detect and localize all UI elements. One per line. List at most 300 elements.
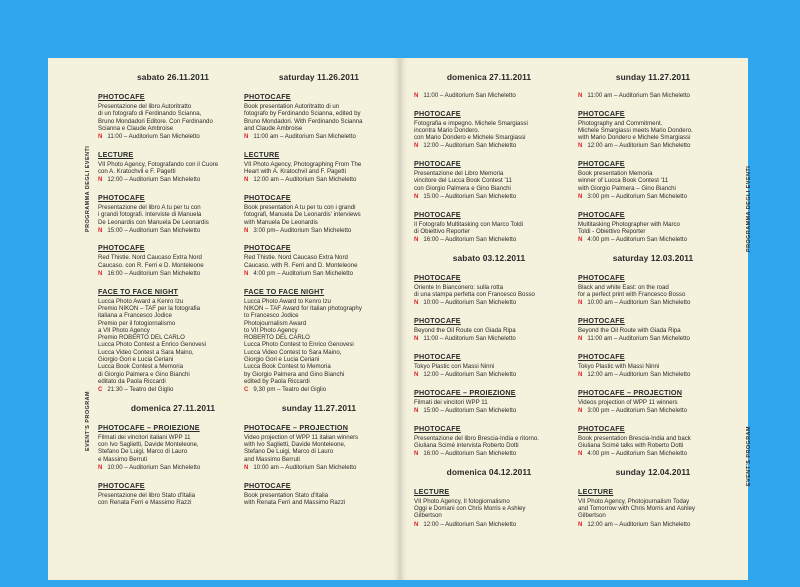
event-time xyxy=(98,227,248,235)
event-category: PHOTOCAFE xyxy=(98,480,145,490)
description-line: Book presentation Brescia-India and back xyxy=(578,434,691,442)
description-line: Stefano De Luigi, Marco di Lauro xyxy=(98,448,188,456)
description-line: Il Fotografo Multitasking con Marco Toldi xyxy=(414,220,523,228)
date-heading: saturday 12.03.2011 xyxy=(612,252,694,263)
event-entry xyxy=(414,109,564,150)
venue-code: N xyxy=(244,270,249,278)
side-label-program-en: EVENT'S PROGRAM xyxy=(746,426,752,486)
event-time xyxy=(578,450,728,458)
time-venue: 12:00 am – Auditorium San Micheletto xyxy=(587,520,691,528)
description-line: di Giorgio Palmera e Gino Bianchi xyxy=(98,370,190,378)
event-entry xyxy=(414,424,564,458)
venue-code: N xyxy=(578,520,583,528)
event-time xyxy=(578,193,728,201)
event-category: PHOTOCAFE xyxy=(578,159,625,169)
event-time xyxy=(578,335,728,343)
left-page xyxy=(48,58,400,580)
event-entry xyxy=(578,487,728,528)
event-time xyxy=(244,270,394,278)
event-category: PHOTOCAFE xyxy=(414,351,461,361)
time-venue: 21:30 – Teatro del Giglio xyxy=(107,386,174,394)
event-entry xyxy=(244,287,394,394)
time-venue: 11:00 – Auditorium San Micheletto xyxy=(107,133,200,141)
description-line: Premio NIKON – TAF per la fotografia xyxy=(98,304,201,312)
event-category: PHOTOCAFE – PROIEZIONE xyxy=(98,422,200,432)
description-line: Giorgio Gori e Lucia Ceriani xyxy=(98,356,174,364)
date-block xyxy=(578,253,728,458)
event-description xyxy=(244,434,394,463)
time-venue: 11:00 am – Auditorium San Micheletto xyxy=(587,335,690,343)
time-venue: 12:00 am – Auditorium San Micheletto xyxy=(587,142,691,150)
event-category: PHOTOCAFE xyxy=(244,192,291,202)
time-venue: 4:00 pm – Auditorium San Micheletto xyxy=(587,236,687,244)
description-line: Presentazione del Libro Memoria xyxy=(414,170,504,178)
description-line: VII Photo Agency, Fotografando con il Cuore xyxy=(98,160,219,168)
program-column-italian xyxy=(414,72,564,537)
date-heading: domenica 04.12.2011 xyxy=(446,466,532,477)
date-block xyxy=(578,467,728,528)
description-line: Filmati dei vincitori italiani WPP 11 xyxy=(98,433,191,441)
event-time xyxy=(244,176,394,184)
venue-code: N xyxy=(414,192,419,200)
description-line: Presentazione del libro Autoritratto xyxy=(98,103,192,110)
event-description xyxy=(414,120,564,142)
description-line: with Giorgio Palmera – Gino Bianchi xyxy=(578,184,676,192)
event-entry xyxy=(578,92,728,100)
venue-code: N xyxy=(578,299,583,307)
event-category: PHOTOCAFE xyxy=(414,272,461,282)
event-time xyxy=(414,521,564,529)
event-description xyxy=(414,170,564,192)
event-category: PHOTOCAFE xyxy=(98,243,145,253)
description-line: con Mario Dondero e Michele Smargiassi xyxy=(414,134,526,142)
venue-code: N xyxy=(98,176,103,184)
event-entry xyxy=(98,481,248,507)
description-line: Premio ROBERTO DEL CARLO xyxy=(98,334,185,342)
event-description xyxy=(244,161,394,176)
time-venue: 12:00 – Auditorium San Micheletto xyxy=(423,142,517,150)
date-heading: domenica 27.11.2011 xyxy=(130,402,216,413)
event-time xyxy=(414,371,564,379)
event-time xyxy=(578,371,728,379)
description-line: Presentazione del libro Brescia-India e ritorno. xyxy=(414,434,539,442)
description-line: Beyond the Oil Route con Giada Ripa xyxy=(414,326,516,334)
description-line: to VII Photo Agency xyxy=(244,326,298,334)
event-description xyxy=(98,161,248,176)
event-description xyxy=(414,327,564,334)
event-time xyxy=(578,142,728,150)
event-entry xyxy=(578,424,728,458)
description-line: Oriente In Bianconero: sulla rotta xyxy=(414,283,504,291)
event-time xyxy=(578,407,728,415)
description-line: di un fotografo di Ferdinando Scianna, xyxy=(98,110,202,118)
right-page xyxy=(400,58,748,580)
description-line: Red Thistle. Nord Caucaso Extra Nord xyxy=(98,254,202,262)
description-line: for a perfect print with Francesco Bosso xyxy=(578,291,686,299)
time-venue: 10:00 am – Auditorium San Micheletto xyxy=(253,463,357,471)
event-time xyxy=(414,299,564,307)
venue-code: N xyxy=(414,92,419,99)
event-entry xyxy=(578,388,728,415)
time-venue: 15:00 – Auditorium San Micheletto xyxy=(423,192,517,200)
event-description xyxy=(244,298,394,386)
description-line: Bruno Mondadori. With Ferdinando Scianna xyxy=(244,117,363,125)
description-line: Black and white East: on the road xyxy=(578,283,669,291)
venue-code: N xyxy=(578,142,583,150)
event-category: PHOTOCAFE – PROIEZIONE xyxy=(414,387,516,397)
description-line: Book presentation A tu per tu con i grandi xyxy=(244,203,356,211)
event-category: PHOTOCAFE xyxy=(578,209,625,219)
event-description xyxy=(414,399,564,406)
event-description xyxy=(98,103,248,132)
event-entry xyxy=(578,273,728,307)
date-block xyxy=(414,467,564,528)
event-entry xyxy=(98,150,248,184)
event-category: PHOTOCAFE xyxy=(578,272,625,282)
time-venue: 10:00 – Auditorium San Micheletto xyxy=(423,299,517,307)
event-time xyxy=(414,335,564,343)
description-line: and Tomorrow with Chris Morris and Ashley xyxy=(578,505,696,513)
event-description xyxy=(414,435,564,450)
venue-code: N xyxy=(578,407,583,415)
event-description xyxy=(98,434,248,463)
event-entry xyxy=(244,193,394,234)
event-description xyxy=(414,221,564,236)
description-line: Heart with A. Kratochvil and F. Pagetti xyxy=(244,168,346,176)
event-category: PHOTOCAFE xyxy=(414,159,461,169)
description-line: Giuliana Scimé talks with Roberto Dotti xyxy=(578,441,684,449)
venue-code: N xyxy=(414,407,419,415)
event-category: FACE TO FACE NIGHT xyxy=(98,286,179,296)
event-category: PHOTOCAFE xyxy=(244,480,291,490)
event-category: PHOTOCAFE – PROJECTION xyxy=(244,422,349,432)
event-entry xyxy=(98,243,248,277)
description-line: fotografi, Manuela De Leonardis' interviews xyxy=(244,211,361,219)
description-line: Beyond the Oil Route with Giada Ripa xyxy=(578,326,681,334)
description-line: Photography and Commitment. xyxy=(578,119,663,127)
venue-code: N xyxy=(578,92,583,99)
description-line: VII Photo Agency, Photographing From The xyxy=(244,160,362,168)
event-entry xyxy=(578,159,728,200)
event-category: PHOTOCAFE xyxy=(414,108,461,118)
event-category: LECTURE xyxy=(578,486,614,496)
description-line: edited by Paola Riccardi xyxy=(244,377,310,385)
event-description xyxy=(414,363,564,370)
event-category: PHOTOCAFE – PROJECTION xyxy=(578,387,683,397)
description-line: Book presentation Memoria xyxy=(578,170,653,178)
event-entry xyxy=(244,150,394,184)
event-category: PHOTOCAFE xyxy=(98,192,145,202)
event-category: PHOTOCAFE xyxy=(244,243,291,253)
description-line: Video projection of WPP 11 italian winners xyxy=(244,433,359,441)
time-venue: 15:00 – Auditorium San Micheletto xyxy=(107,226,201,234)
event-entry xyxy=(414,92,564,100)
description-line: Filmati dei vincitori WPP 11 xyxy=(414,398,488,406)
side-label-program-en: EVENT'S PROGRAM xyxy=(85,391,91,451)
event-time xyxy=(244,133,394,141)
time-venue: 3:00 pm – Auditorium San Micheletto xyxy=(587,407,687,415)
event-time xyxy=(98,270,248,278)
event-time xyxy=(578,236,728,244)
event-description xyxy=(244,204,394,226)
description-line: Stefano De Luigi, Marco di Lauro xyxy=(244,448,334,456)
program-column-english xyxy=(578,72,728,537)
time-venue: 12:00 am – Auditorium San Micheletto xyxy=(587,371,691,379)
description-line: with Mario Dondero e Michele Smargiassi xyxy=(578,134,691,142)
description-line: Toldi - Obiettivo Reporter xyxy=(578,227,646,235)
venue-code: N xyxy=(414,142,419,150)
venue-code: N xyxy=(414,335,419,343)
time-venue: 4:00 pm – Auditorium San Micheletto xyxy=(253,270,353,278)
event-description xyxy=(578,498,728,520)
event-category: LECTURE xyxy=(98,149,134,159)
event-entry xyxy=(414,316,564,343)
description-line: di una stampa perfetta con Francesco Bosso xyxy=(414,291,535,299)
description-line: Fotografia e impegno. Michele Smargiassi xyxy=(414,119,528,127)
venue-code: C xyxy=(98,386,103,394)
date-block xyxy=(244,403,394,506)
description-line: Caucaso. con R. Ferri e D. Monteleone xyxy=(98,261,204,269)
event-category: PHOTOCAFE xyxy=(578,423,625,433)
event-category: PHOTOCAFE xyxy=(578,315,625,325)
description-line: fotografo by Ferdinando Scianna, edited by xyxy=(244,110,361,118)
venue-code: N xyxy=(414,520,419,528)
event-category: PHOTOCAFE xyxy=(414,209,461,219)
time-venue: 12:00 – Auditorium San Micheletto xyxy=(423,520,517,528)
time-venue: 11:00 am – Auditorium San Micheletto xyxy=(587,92,690,99)
booklet-spread xyxy=(48,58,752,580)
time-venue: 11:00 – Auditorium San Micheletto xyxy=(423,335,516,343)
venue-code: N xyxy=(578,371,583,379)
description-line: editato da Paola Riccardi xyxy=(98,377,166,385)
event-entry xyxy=(578,109,728,150)
venue-code: N xyxy=(578,335,583,343)
event-category: LECTURE xyxy=(414,486,450,496)
venue-code: N xyxy=(98,270,103,278)
description-line: VII Photo Agency, Photojournalism Today xyxy=(578,497,690,505)
event-time xyxy=(414,407,564,415)
description-line: Photojournalism Award xyxy=(244,319,307,327)
event-entry xyxy=(414,487,564,528)
description-line: Oggi e Domani con Chris Morris e Ashley xyxy=(414,505,526,513)
time-venue: 16:00 – Auditorium San Micheletto xyxy=(423,236,517,244)
event-time xyxy=(414,450,564,458)
event-description xyxy=(578,435,728,450)
description-line: Book presentation Stato d'Italia xyxy=(244,491,329,499)
description-line: i grandi fotografi. Interviste di Manuela xyxy=(98,211,202,219)
event-description xyxy=(578,399,728,406)
event-time xyxy=(244,386,394,394)
date-heading: sunday 11.27.2011 xyxy=(281,402,357,413)
side-label-program-it: PROGRAMMA DEGLI EVENTI xyxy=(85,145,91,232)
description-line: Giuliana Scimé intervista Roberto Dotti xyxy=(414,441,519,449)
event-time xyxy=(414,142,564,150)
description-line: Lucca Photo Award a Kenro Izu xyxy=(98,297,184,305)
venue-code: N xyxy=(244,133,249,141)
venue-code: N xyxy=(578,192,583,200)
event-time xyxy=(414,193,564,201)
date-block xyxy=(414,72,564,244)
event-time xyxy=(244,464,394,472)
description-line: to Francesco Jodice xyxy=(244,312,299,320)
date-heading: saturday 11.26.2011 xyxy=(278,72,360,82)
event-description xyxy=(98,492,248,507)
description-line: Multitasking Photographer with Marco xyxy=(578,220,680,228)
venue-code: N xyxy=(414,371,419,379)
time-venue: 10:00 – Auditorium San Micheletto xyxy=(107,463,201,471)
description-line: De Leonardis con Manuela De Leonardis xyxy=(98,218,209,226)
description-line: Lucca Photo Award to Kenro Izu xyxy=(244,297,331,305)
venue-code: N xyxy=(578,450,583,458)
venue-code: N xyxy=(98,133,103,141)
event-category: PHOTOCAFE xyxy=(578,108,625,118)
venue-code: N xyxy=(244,463,249,471)
description-line: VII Photo Agency, Il fotogiornalismo xyxy=(414,497,510,505)
event-category: PHOTOCAFE xyxy=(414,423,461,433)
event-entry xyxy=(414,352,564,379)
date-block xyxy=(578,72,728,244)
event-entry xyxy=(578,210,728,244)
description-line: di Obiettivo Reporter xyxy=(414,227,470,235)
date-block xyxy=(98,403,248,506)
event-description xyxy=(578,327,728,334)
description-line: con Giorgio Palmera e Gino Bianchi xyxy=(414,184,511,192)
program-column-english xyxy=(244,72,394,515)
event-entry xyxy=(414,210,564,244)
time-venue: 10:00 am – Auditorium San Micheletto xyxy=(587,299,691,307)
event-entry xyxy=(98,423,248,472)
event-description xyxy=(578,170,728,192)
description-line: winner of Lucca Book Contest '11 xyxy=(578,177,669,185)
event-category: FACE TO FACE NIGHT xyxy=(244,286,325,296)
time-venue: 12:00 – Auditorium San Micheletto xyxy=(107,176,201,184)
venue-code: N xyxy=(414,450,419,458)
description-line: Red Thistle. Nord Caucaso Extra Nord xyxy=(244,254,348,262)
date-heading: sabato 26.11.2011 xyxy=(136,72,209,82)
description-line: Presentazione del libro Stato d'Italia xyxy=(98,491,196,499)
event-time xyxy=(578,299,728,307)
description-line: and Claude Ambroise xyxy=(244,124,303,132)
event-category: PHOTOCAFE xyxy=(414,315,461,325)
description-line: Lucca Book Contest a Memoria xyxy=(98,363,184,371)
event-time xyxy=(98,133,248,141)
time-venue: 12:00 – Auditorium San Micheletto xyxy=(423,371,517,379)
event-entry xyxy=(414,159,564,200)
description-line: Gilbertson xyxy=(414,512,442,520)
event-category: PHOTOCAFE xyxy=(578,351,625,361)
time-venue: 16:00 – Auditorium San Micheletto xyxy=(423,450,517,458)
event-entry xyxy=(98,287,248,394)
description-line: Premio per il fotogiornalismo xyxy=(98,319,176,327)
description-line: Lucca Video Contest a Sara Maino, xyxy=(98,348,194,356)
venue-code: C xyxy=(244,386,249,394)
venue-code: N xyxy=(244,176,249,184)
description-line: Michele Smargiassi meets Mario Dondero. xyxy=(578,126,693,134)
venue-code: N xyxy=(98,226,103,234)
event-description xyxy=(578,363,728,370)
venue-code: N xyxy=(578,236,583,244)
event-description xyxy=(98,298,248,386)
description-line: Giorgio Gori e Lucia Ceriani xyxy=(244,356,320,364)
program-column-italian xyxy=(98,72,248,515)
description-line: Book presentation Autoritratto di un xyxy=(244,103,340,110)
description-line: Gilbertson xyxy=(578,512,606,520)
description-line: vincitore del Lucca Book Contest '11 xyxy=(414,177,512,185)
event-time xyxy=(578,521,728,529)
event-description xyxy=(98,204,248,226)
event-time xyxy=(414,92,564,100)
description-line: con A. Kratochvil e F. Pagetti xyxy=(98,168,176,176)
description-line: Tokyo Plastic con Massi Ninni xyxy=(414,362,495,370)
time-venue: 12:00 am – Auditorium San Micheletto xyxy=(253,176,357,184)
event-category: LECTURE xyxy=(244,149,280,159)
description-line: Scianna e Claude Ambroise xyxy=(98,124,174,132)
description-line: Presentazione del libro A tu per tu con xyxy=(98,203,201,211)
event-entry xyxy=(414,273,564,307)
time-venue: 16:00 – Auditorium San Micheletto xyxy=(107,270,201,278)
event-description xyxy=(244,254,394,269)
event-time xyxy=(98,464,248,472)
description-line: a VII Photo Agency xyxy=(98,326,150,334)
event-description xyxy=(98,254,248,269)
event-category: PHOTOCAFE xyxy=(98,92,145,101)
description-line: con Ivo Saglietti, Davide Monteleone, xyxy=(98,441,199,449)
time-venue: 11:00 – Auditorium San Micheletto xyxy=(423,92,516,99)
description-line: Videos projection of WPP 11 winners xyxy=(578,398,678,406)
event-entry xyxy=(98,193,248,234)
description-line: by Giorgio Palmera and Gino Bianchi xyxy=(244,370,345,378)
side-label-program-it: PROGRAMMA DEGLI EVENTI xyxy=(746,165,752,252)
time-venue: 4:00 pm – Auditorium San Micheletto xyxy=(587,450,687,458)
description-line: with Ivo Saglietti, Davide Monteleone, xyxy=(244,441,346,449)
description-line: e Massimo Berruti xyxy=(98,455,148,463)
description-line: NIKON – TAF Award for Italian photography xyxy=(244,304,362,312)
description-line: Bruno Mondadori Editore. Con Ferdinando xyxy=(98,117,213,125)
event-entry xyxy=(244,92,394,141)
event-entry xyxy=(244,481,394,507)
event-description xyxy=(414,498,564,520)
event-description xyxy=(244,103,394,132)
date-block xyxy=(244,72,394,394)
description-line: con Renata Ferri e Massimo Razzi xyxy=(98,498,192,506)
description-line: incontra Mario Dondero. xyxy=(414,126,480,134)
description-line: Lucca Book Contest to Memoria xyxy=(244,363,331,371)
event-time xyxy=(578,92,728,100)
description-line: Caucaso. with R. Ferri and D. Monteleone xyxy=(244,261,358,269)
date-block xyxy=(98,72,248,394)
event-category: PHOTOCAFE xyxy=(244,92,291,101)
description-line: with Manuela De Leonardis xyxy=(244,218,318,226)
event-entry xyxy=(578,352,728,379)
time-venue: 11:00 am – Auditorium San Micheletto xyxy=(253,133,356,141)
venue-code: N xyxy=(98,463,103,471)
event-time xyxy=(98,176,248,184)
date-heading: sunday 12.04.2011 xyxy=(615,466,691,477)
venue-code: N xyxy=(244,226,249,234)
event-time xyxy=(244,227,394,235)
description-line: Lucca Photo Contest a Enrico Genovesi xyxy=(98,341,207,349)
description-line: and Massimo Berruti xyxy=(244,455,300,463)
event-time xyxy=(414,236,564,244)
event-description xyxy=(578,120,728,142)
event-description xyxy=(578,221,728,236)
description-line: Lucca Photo Contest to Enrico Genovesi xyxy=(244,341,354,349)
date-heading: sabato 03.12.2011 xyxy=(452,252,526,263)
event-description xyxy=(578,284,728,299)
time-venue: 3:00 pm– Auditorium San Micheletto xyxy=(253,226,352,234)
date-block xyxy=(414,253,564,458)
event-description xyxy=(414,284,564,299)
